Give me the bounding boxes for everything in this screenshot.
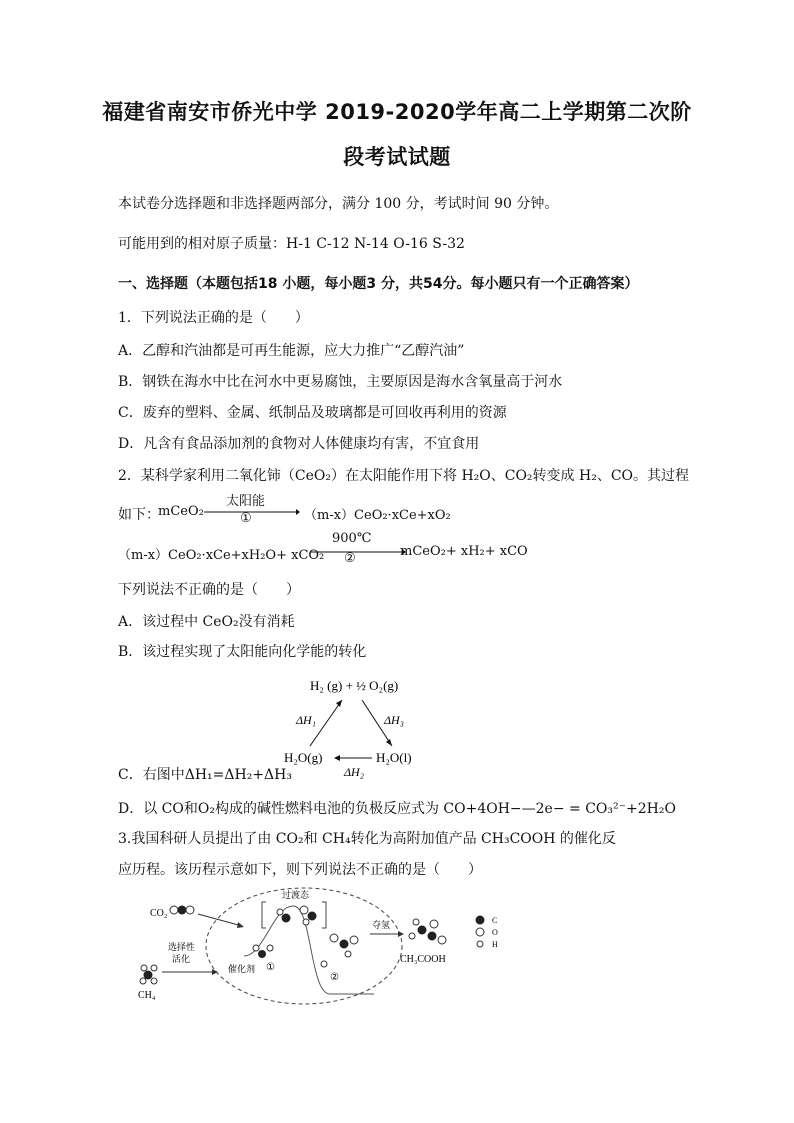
q3-stem-line2: 应历程。该历程示意如下，则下列说法不正确的是（ ）: [118, 862, 482, 878]
cat-atom: [267, 945, 273, 951]
cycle-top-label: H₂ (g) + ½ O₂(g): [310, 678, 399, 693]
q2-ask: 下列说法不正确的是（ ）: [118, 582, 300, 598]
abstract-h-label: 夺氢: [372, 920, 391, 930]
step2-atom: [345, 951, 351, 957]
hess-cycle-diagram: [280, 672, 420, 782]
product-atom: [409, 933, 415, 939]
product-atom: [428, 932, 437, 941]
cat-atom: [253, 945, 259, 951]
ch4-label: CH₄: [138, 990, 156, 1001]
eq1-right: （m-x）CeO₂·xCe+xO₂: [304, 508, 451, 523]
q1-option-c: C．废弃的塑料、金属、纸制品及玻璃都是可回收再利用的资源: [118, 405, 507, 421]
step2-atom: [340, 940, 349, 949]
reaction-zone-ellipse: [206, 888, 402, 1004]
eq2-arrow: [310, 548, 406, 556]
q2-equation-2: [118, 532, 538, 568]
ch4-atom: [141, 965, 147, 971]
product-atom: [430, 920, 438, 928]
page-title-line1: 福建省南安市侨光中学 2019-2020学年高二上学期第二次阶: [102, 100, 692, 124]
q2-stem: 2．某科学家利用二氧化铈（CeO₂）在太阳能作用下将 H₂O、CO₂转变成 H₂、CO。其过程: [118, 468, 690, 484]
q1-stem: 1．下列说法正确的是（ ）: [118, 310, 309, 326]
q2-option-c: C．右图中ΔH₁=ΔH₂+ΔH₃: [118, 767, 292, 783]
legend-o-label: O: [492, 928, 498, 937]
q3-stem-line1: 3.我国科研人员提出了由 CO₂和 CH₄转化为高附加值产品 CH₃COOH 的催化反: [118, 831, 616, 847]
cycle-dh2: ΔH₂: [344, 765, 364, 779]
eq2-right: mCeO₂+ xH₂+ xCO: [400, 544, 528, 559]
co2-atom: [186, 906, 194, 914]
legend-h-label: H: [492, 940, 498, 949]
co2-label: CO₂: [150, 908, 168, 919]
co2-atom: [170, 906, 178, 914]
eq2-top: 900℃: [332, 531, 372, 546]
q1-option-d: D．凡含有食品添加剂的食物对人体健康均有害，不宜食用: [118, 436, 480, 452]
catalyst-label: 催化剂: [228, 964, 256, 974]
cat-atom: [258, 950, 266, 958]
ts-atom: [303, 919, 309, 925]
product-atom: [413, 919, 419, 925]
legend-c-label: C: [492, 916, 498, 925]
step2-label: ②: [330, 972, 339, 983]
transition-label: 过渡态: [282, 890, 310, 900]
step1-label: ①: [266, 962, 275, 973]
q1-option-a: A．乙醇和汽油都是可再生能源，应大力推广“乙醇汽油”: [118, 343, 465, 359]
legend-o-icon: [476, 928, 484, 936]
activation-label: 活化: [172, 954, 191, 964]
page-title-line2: 段考试试题: [343, 145, 451, 169]
ts-atom: [277, 909, 283, 915]
reaction-mechanism-figure: [134, 884, 514, 1014]
selective-label: 选择性: [168, 942, 196, 952]
co2-atom: [178, 906, 187, 915]
ts-atom: [300, 906, 308, 914]
ch4-atom: [151, 978, 157, 984]
eq2-bottom: ②: [344, 551, 356, 566]
cycle-dh3: ΔH₃: [384, 713, 404, 727]
ch4-atom: [151, 965, 157, 971]
ch4-atom: [140, 978, 146, 984]
q2-option-d: D．以 CO和O₂构成的碱性燃料电池的负极反应式为 CO+4OH−—2e− = CO₃²⁻+2H₂O: [118, 801, 676, 817]
ts-atom: [282, 914, 291, 923]
eq1-top: 太阳能: [226, 494, 266, 509]
legend-c-icon: [476, 916, 485, 925]
eq1-bottom: ①: [240, 511, 252, 526]
eq1-arrow: [204, 508, 300, 516]
ts-atom: [308, 912, 317, 921]
step2-atom: [350, 936, 358, 944]
cycle-right-label: H₂O(l): [376, 750, 412, 765]
eq1-prefix: 如下：: [118, 507, 160, 523]
exam-info: 本试卷分选择题和非选择题两部分，满分 100 分，考试时间 90 分钟。: [118, 196, 559, 212]
eq2-left: （m-x）CeO₂·xCe+xH₂O+ xCO₂: [118, 548, 325, 563]
product-atom: [438, 936, 446, 944]
section-heading: 一、选择题（本题包括18 小题，每小题3 分，共54分。每小题只有一个正确答案）: [118, 276, 639, 292]
q1-option-b: B．钢铁在海水中比在河水中更易腐蚀，主要原因是海水含氧量高于河水: [118, 374, 563, 390]
q2-equation-1: [118, 492, 518, 528]
legend-h-icon: [477, 941, 483, 947]
product-atom: [418, 926, 427, 935]
step2-atom: [321, 961, 327, 967]
eq1-left: mCeO₂: [158, 504, 204, 519]
q2-option-b: B．该过程实现了太阳能向化学能的转化: [118, 644, 367, 660]
q2-option-a: A．该过程中 CeO₂没有消耗: [118, 614, 295, 630]
cycle-left-label: H₂O(g): [284, 750, 323, 765]
step2-atom: [330, 934, 338, 942]
atomic-masses: 可能用到的相对原子质量：H-1 C-12 N-14 O-16 S-32: [118, 236, 465, 252]
product-label: CH₃COOH: [400, 954, 446, 965]
cycle-dh1: ΔH₁: [296, 713, 316, 727]
